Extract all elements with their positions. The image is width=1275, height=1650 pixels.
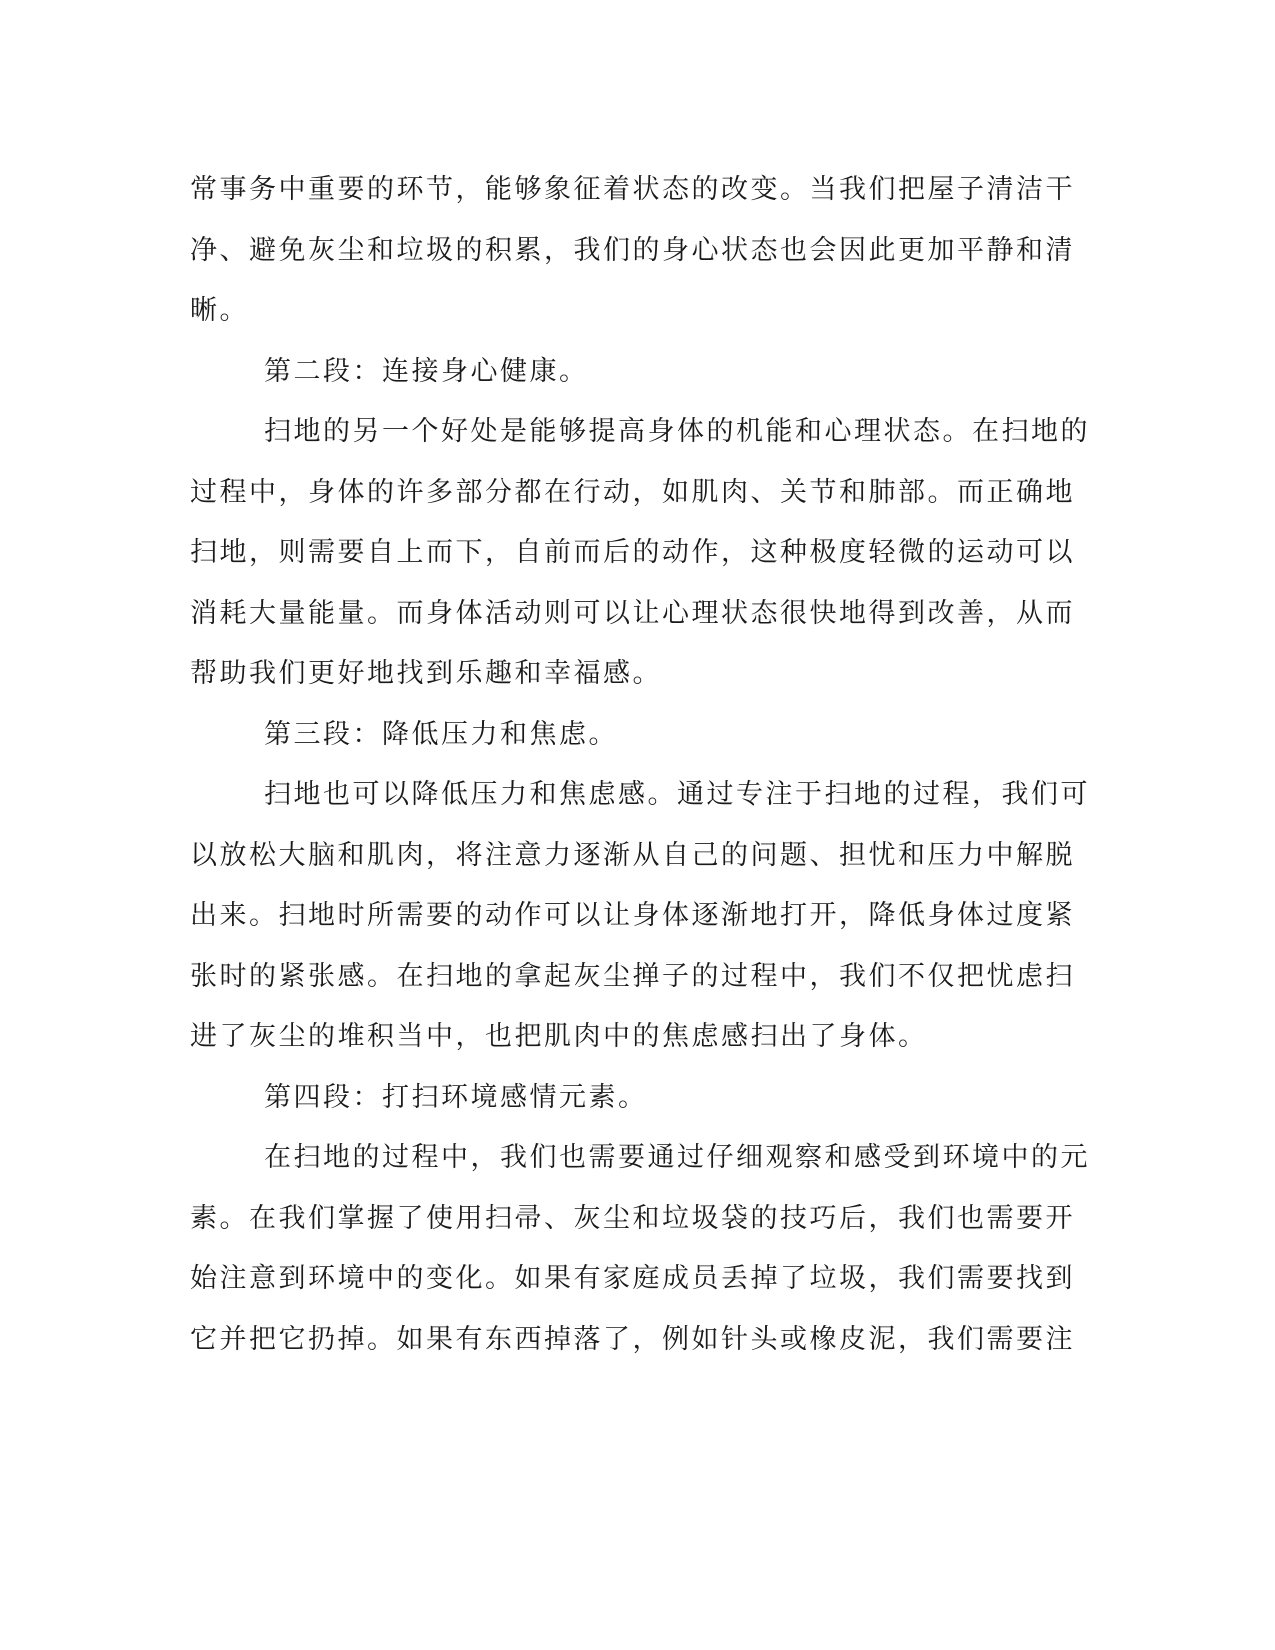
paragraph-first-line: 扫地的另一个好处是能够提高身体的机能和心理状态。在扫地的 xyxy=(264,416,1090,447)
text-line: 净、避免灰尘和垃圾的积累，我们的身心状态也会因此更加平静和清 xyxy=(190,234,1075,266)
text-line: 素。在我们掌握了使用扫帚、灰尘和垃圾袋的技巧后，我们也需要开 xyxy=(190,1202,1075,1234)
text-line: 进了灰尘的堆积当中，也把肌肉中的焦虑感扫出了身体。 xyxy=(190,1021,928,1052)
section-heading-4: 第四段：打扫环境感情元素。 xyxy=(264,1081,648,1113)
paragraph-first-line: 扫地也可以降低压力和焦虑感。通过专注于扫地的过程，我们可 xyxy=(264,779,1090,810)
text-line: 以放松大脑和肌肉，将注意力逐渐从自己的问题、担忧和压力中解脱 xyxy=(190,839,1075,871)
text-line: 张时的紧张感。在扫地的拿起灰尘掸子的过程中，我们不仅把忧虑扫 xyxy=(190,960,1075,992)
section-heading-3: 第三段：降低压力和焦虑。 xyxy=(264,718,618,750)
text-line: 常事务中重要的环节，能够象征着状态的改变。当我们把屋子清洁干 xyxy=(190,174,1075,205)
text-line: 消耗大量能量。而身体活动则可以让心理状态很快地得到改善，从而 xyxy=(190,597,1075,629)
section-heading-2: 第二段：连接身心健康。 xyxy=(264,355,589,387)
document-body xyxy=(190,160,1090,1370)
text-line: 出来。扫地时所需要的动作可以让身体逐渐地打开，降低身体过度紧 xyxy=(190,900,1075,931)
text-line: 扫地，则需要自上而下，自前而后的动作，这种极度轻微的运动可以 xyxy=(190,537,1075,568)
paragraph-first-line: 在扫地的过程中，我们也需要通过仔细观察和感受到环境中的元 xyxy=(264,1142,1090,1173)
text-line: 它并把它扔掉。如果有东西掉落了，例如针头或橡皮泥，我们需要注 xyxy=(190,1323,1075,1355)
text-line: 始注意到环境中的变化。如果有家庭成员丢掉了垃圾，我们需要找到 xyxy=(190,1263,1075,1294)
text-line: 帮助我们更好地找到乐趣和幸福感。 xyxy=(190,658,662,689)
text-line: 晰。 xyxy=(190,295,249,326)
text-line: 过程中，身体的许多部分都在行动，如肌肉、关节和肺部。而正确地 xyxy=(190,476,1075,508)
